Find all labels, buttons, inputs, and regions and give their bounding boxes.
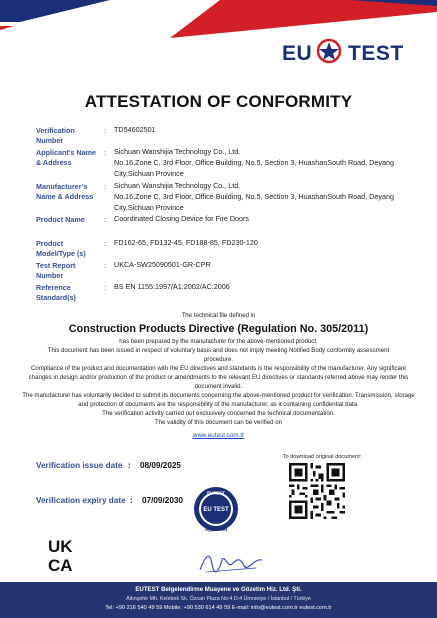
footer <box>0 582 437 618</box>
field-label-product-name: Product Name <box>36 215 85 224</box>
field-value-applicant: Sichuan Wanshijia Technology Co., Ltd. No.16,Zone C, 3rd Floor, Office Building, No.5, Section 3, HuashanSouth Road, Deyang City,Sichuan Province <box>114 147 394 178</box>
footer-contact: Tel: +90 216 540 49 59 Mobile: +90 530 614 49 59 E-mail: info@eutest.com.tr eutest.com.tr <box>105 605 332 611</box>
issue-date-value: 08/09/2025 <box>140 461 181 470</box>
field-label-product-model: Product Model/Type (s) <box>36 239 86 258</box>
field-colon: : <box>104 215 106 224</box>
field-value-manufacturer: Sichuan Wanshijia Technology Co., Ltd. No.16,Zone C, 3rd Floor, Office Building, No.5, Section 3, HuashanSouth Road, Deyang City,Sichuan Province <box>114 181 394 212</box>
signature-icon <box>196 548 266 578</box>
field-label-verification-number: Verification Number <box>36 126 75 145</box>
logo-test-text: TEST <box>348 42 404 65</box>
seal-ring-text: EUTEST <box>207 490 225 496</box>
body-paragraph: Compliance of the product and documentation with the EU directives and standards is the responsibility of the manufacturer. Any significant changes in design and/or production of the product or amendments to the relevant EU directives or standards referred above may render this document invalid. <box>28 365 409 390</box>
expiry-date-label: Verification expiry date <box>36 496 126 505</box>
field-value-reference-standard: BS EN 1155:1997/A1:2002/AC:2006 <box>114 282 230 291</box>
page-title: ATTESTATION OF CONFORMITY <box>84 92 353 111</box>
field-value-test-report: UKCA-SW25090501-GR-CPR <box>114 260 211 269</box>
laurel-star-icon <box>314 36 344 66</box>
body-paragraph: The manufacturer has voluntarily decided to submit its documents concerning the above-mentioned product for verification. Transmission, storage and protection of documents are the responsibility of the manufacturer, as it containing confidential data. <box>22 392 415 408</box>
top-right-stripe <box>150 0 437 40</box>
expiry-date-value: 07/09/2030 <box>142 496 183 505</box>
technical-file-line: The technical file defined in <box>181 312 256 319</box>
field-label-applicant: Applicant’s Name & Address <box>36 148 97 167</box>
ukca-bottom: CA <box>48 556 73 574</box>
footer-address: Altınşehir Mh. Kelebek Sk. Özcan Plaza No:4 D:4 Ümraniye / İstanbul / Türkiye <box>126 596 311 602</box>
field-colon: : <box>104 182 106 191</box>
field-colon: : <box>104 261 106 270</box>
website-link[interactable]: www.eutest.com.tr <box>192 432 245 439</box>
top-left-stripe <box>0 0 120 40</box>
field-label-reference-standard: Reference Standard(s) <box>36 283 76 302</box>
approval-seal-icon <box>193 486 239 532</box>
body-paragraph: has been prepared by the manufacturer for the above-mentioned product. <box>119 338 318 345</box>
ukca-mark-icon <box>48 536 82 574</box>
field-label-test-report: Test Report Number <box>36 261 76 280</box>
body-paragraph: This document has been issued in respect of voluntary basis and does not imply meeting Notified Body conformity assessment procedure. <box>47 347 390 363</box>
issue-date-colon: : <box>128 461 131 470</box>
qr-code-icon[interactable] <box>289 463 345 519</box>
field-colon: : <box>104 283 106 292</box>
logo-eu-text: EU <box>282 42 313 65</box>
body-paragraph: The verification activity carried out exclusively concerned the technical documentation. <box>102 410 335 417</box>
ukca-top: UK <box>48 537 73 556</box>
directive-heading: Construction Products Directive (Regulation No. 305/2011) <box>68 323 369 335</box>
download-note: To download original document: <box>282 454 362 460</box>
seal-caption: Approved <box>204 528 228 533</box>
expiry-date-colon: : <box>130 496 133 505</box>
body-paragraph: The validity of this document can be verified on <box>154 419 283 426</box>
field-value-verification-number: TD54602501 <box>114 125 156 134</box>
footer-company: EUTEST Belgelendirme Muayene ve Gözetim Hiz. Ltd. Şti. <box>135 586 302 593</box>
eutest-logo <box>278 36 408 72</box>
field-value-product-model: FD162-65, FD132-45, FD188-85, FD230-120 <box>114 238 258 247</box>
field-label-manufacturer: Manufacturer’s Name & Address <box>36 182 94 201</box>
field-colon: : <box>104 126 106 135</box>
field-colon: : <box>104 148 106 157</box>
seal-center-text: EU TEST <box>203 507 229 513</box>
field-colon: : <box>104 239 106 248</box>
issue-date-label: Verification issue date <box>36 461 123 470</box>
field-value-product-name: Coordinated Closing Device for Fire Doors <box>114 214 250 223</box>
